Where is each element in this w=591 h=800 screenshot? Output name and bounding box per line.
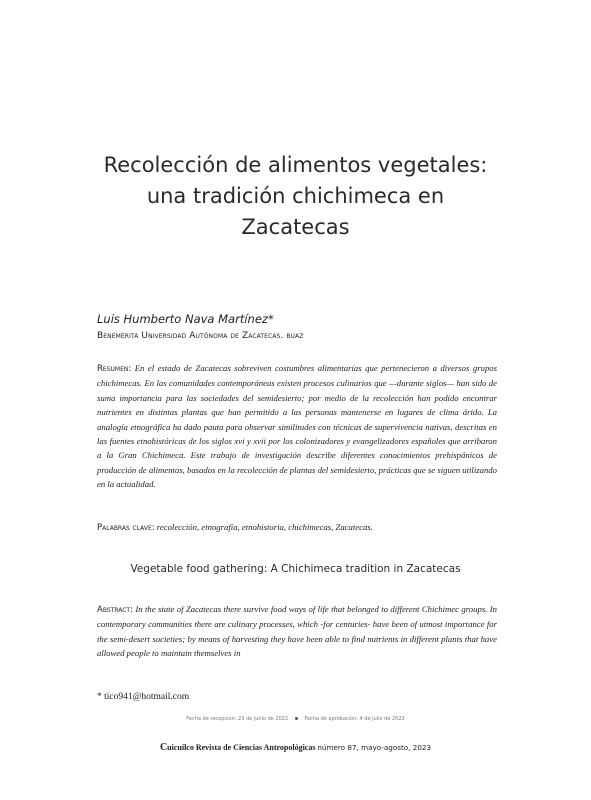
abstract-spanish-text: En el estado de Zacatecas sobreviven costumbres alimentarias que pertenecieron a diversos grupos chichimecas. En las comunidades contemporáneas existen procesos culinarios que —durante siglos— han sido de suma importancia para las sociedades del semidesierto; por medio de la recolección han podido encontrar nutrientes en distintas plantas que han permitido a las personas mantenerse en lugares de clima árido. La analogía etnográfica ha dado pauta para observar similitudes con técnicas de supervivencia nativas, descritas en las fuentes etnohistóricas de los siglos xvi y xvii por los colonizadores y evangelizadores españoles que arribaron a la Gran Chichimeca. Este trabajo de investigación describe diferentes conocimientos prehispánicos de producción de alimentos, basados en la recolección de plantas del semidesierto, prácticas que se siguen utilizando en la actualidad. [97, 363, 498, 490]
abstract-english [97, 602, 497, 661]
journal-initial: C [159, 742, 168, 753]
author-name: Luis Humberto Nava Martínez* [97, 312, 274, 326]
received-date: Fecha de recepción: 23 de junio de 2022 [186, 716, 289, 722]
journal-footer [60, 742, 531, 753]
abstract-spanish-label: Resumen: [97, 364, 132, 374]
approved-date: Fecha de aprobación: 4 de julio de 2022 [304, 716, 405, 722]
title-line-3: Zacatecas [241, 215, 350, 239]
author-affiliation: Benemérita Universidad Autónoma de Zacatecas. buaz [97, 331, 304, 341]
keywords-label: Palabras clave: [97, 523, 155, 533]
journal-name-rest: uicuilco Revista de Ciencias Antropológicas [167, 743, 316, 752]
article-title [60, 150, 531, 243]
abstract-spanish [97, 361, 497, 492]
journal-name [160, 743, 316, 752]
keywords [97, 522, 497, 533]
english-title: Vegetable food gathering: A Chichimeca tradition in Zacatecas [130, 563, 461, 575]
journal-issue: número 87, mayo-agosto, 2023 [317, 743, 432, 752]
abstract-english-label: Abstract: [97, 605, 133, 615]
title-line-2: una tradición chichimeca en [146, 184, 445, 208]
bullet-separator-icon [295, 717, 298, 720]
keywords-text: recolección, etnografía, etnohistoria, chichimecas, Zacatecas. [156, 522, 373, 532]
abstract-english-text: In the state of Zacatecas there survive food ways of life that belonged to different Chichimec groups. In contemporary communities there are culinary processes, which -for centuries- have been of utmost importance for the semi-desert societies; by means of harvesting they have been able to find nutrients in different plants that have allowed people to maintain themselves in [97, 604, 497, 659]
publication-dates [60, 716, 531, 722]
title-line-1: Recolección de alimentos vegetales: [103, 153, 488, 177]
author-email-footnote: * tico941@hotmail.com [97, 692, 190, 702]
